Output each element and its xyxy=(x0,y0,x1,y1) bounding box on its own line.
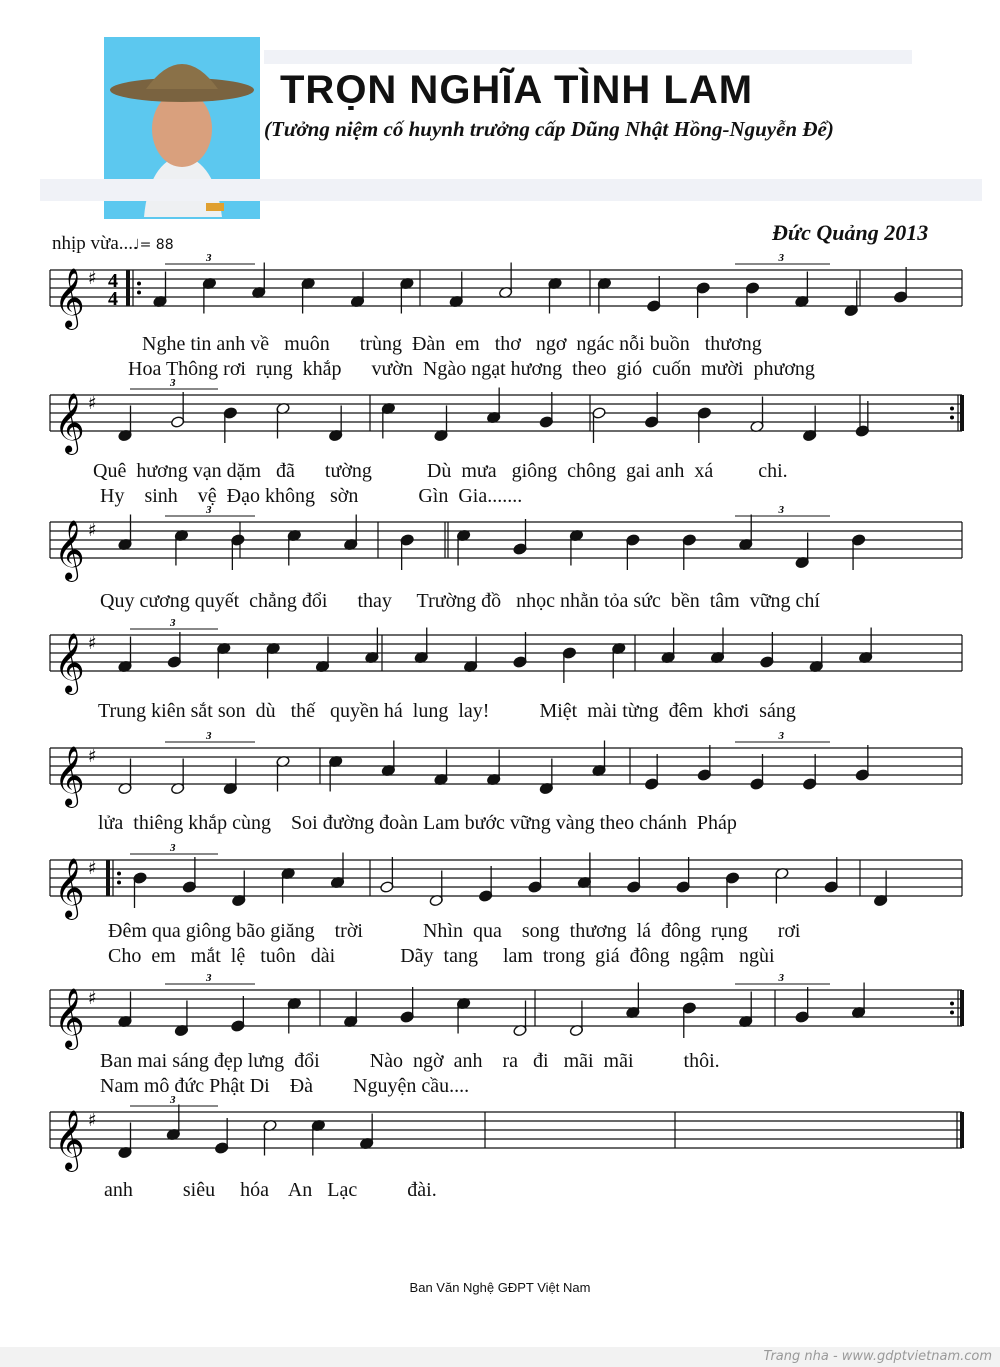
repeat-dot xyxy=(950,407,954,411)
sharp-icon: ♯ xyxy=(88,633,97,654)
triplet-number: 3 xyxy=(206,972,212,984)
triplet-number: 3 xyxy=(170,377,176,389)
lyric-line: Trung kiên sắt son dù thế quyền há lung lay! Miệt mài từng đêm khơi sáng xyxy=(98,700,796,722)
lyric-line: Hy sinh vệ Đạo không sờn Gìn Gia....... xyxy=(100,485,523,507)
time-signature-bottom: 4 xyxy=(108,288,118,310)
lyric-line: Nam mô đức Phật Di Đà Nguyện cầu.... xyxy=(100,1075,470,1097)
sharp-icon: ♯ xyxy=(88,858,97,879)
song-title: TRỌN NGHĨA TÌNH LAM xyxy=(280,68,754,112)
lyric-line: Hoa Thông rơi rụng khắp vườn Ngào ngạt hương theo gió cuốn mười phương xyxy=(128,358,815,380)
treble-clef-icon: 𝄞 xyxy=(54,1110,85,1170)
repeat-dot xyxy=(137,291,141,295)
lyric-line: Nghe tin anh về muôn trùng Đàn em thơ ngơ ngác nỗi buồn thương xyxy=(142,333,762,355)
footer-credit: Ban Văn Nghệ GĐPT Việt Nam xyxy=(409,1280,591,1295)
repeat-dot xyxy=(117,881,121,885)
triplet-number: 3 xyxy=(778,504,784,516)
time-signature-top: 4 xyxy=(108,270,118,292)
triplet-number: 3 xyxy=(778,252,784,264)
repeat-dot xyxy=(950,416,954,420)
triplet-number: 3 xyxy=(206,252,212,264)
sharp-icon: ♯ xyxy=(88,520,97,541)
lyric-line: Quy cương quyết chẳng đổi thay Trường đồ nhọc nhằn tỏa sức bền tâm vững chí xyxy=(100,590,820,612)
lyric-line: anh siêu hóa An Lạc đài. xyxy=(104,1179,437,1201)
site-link[interactable]: Trang nha - www.gdptvietnam.com xyxy=(763,1349,992,1364)
sharp-icon: ♯ xyxy=(88,988,97,1009)
lyric-line: lửa thiêng khắp cùng Soi đường đoàn Lam bước vững vàng theo chánh Pháp xyxy=(98,812,737,834)
treble-clef-icon: 𝄞 xyxy=(54,520,85,580)
triplet-number: 3 xyxy=(206,504,212,516)
repeat-dot xyxy=(117,872,121,876)
composer-credit: Đức Quảng 2013 xyxy=(772,220,929,245)
treble-clef-icon: 𝄞 xyxy=(54,393,85,453)
repeat-dot xyxy=(137,282,141,286)
sharp-icon: ♯ xyxy=(88,268,97,289)
triplet-number: 3 xyxy=(778,972,784,984)
triplet-number: 3 xyxy=(206,730,212,742)
triplet-number: 3 xyxy=(170,842,176,854)
lyric-line: Đêm qua giông bão giăng trời Nhìn qua song thương lá đông rụng rơi xyxy=(108,920,801,942)
repeat-dot xyxy=(950,1011,954,1015)
quarter-note-icon: ♩ xyxy=(133,237,140,253)
repeat-dot xyxy=(950,1002,954,1006)
lyric-line: Ban mai sáng đẹp lưng đổi Nào ngờ anh ra đi mãi mãi thôi. xyxy=(100,1050,720,1072)
tempo-label: nhịp vừa... xyxy=(52,233,134,254)
triplet-number: 3 xyxy=(778,730,784,742)
sharp-icon: ♯ xyxy=(88,393,97,414)
tempo-value: = 88 xyxy=(139,237,174,253)
treble-clef-icon: 𝄞 xyxy=(54,988,85,1048)
triplet-number: 3 xyxy=(170,1094,176,1106)
treble-clef-icon: 𝄞 xyxy=(54,633,85,693)
treble-clef-icon: 𝄞 xyxy=(54,746,85,806)
treble-clef-icon: 𝄞 xyxy=(54,268,85,328)
sharp-icon: ♯ xyxy=(88,746,97,767)
song-subtitle: (Tưởng niệm cố huynh trưởng cấp Dũng Nhật Hồng-Nguyễn Để) xyxy=(264,117,834,141)
lyric-line: Quê hương vạn dặm đã tường Dù mưa giông chông gai anh xá chi. xyxy=(93,460,788,482)
sharp-icon: ♯ xyxy=(88,1110,97,1131)
triplet-number: 3 xyxy=(170,617,176,629)
treble-clef-icon: 𝄞 xyxy=(54,858,85,918)
lyric-line: Cho em mắt lệ tuôn dài Dãy tang lam trong giá đông ngậm ngùi xyxy=(108,945,775,967)
